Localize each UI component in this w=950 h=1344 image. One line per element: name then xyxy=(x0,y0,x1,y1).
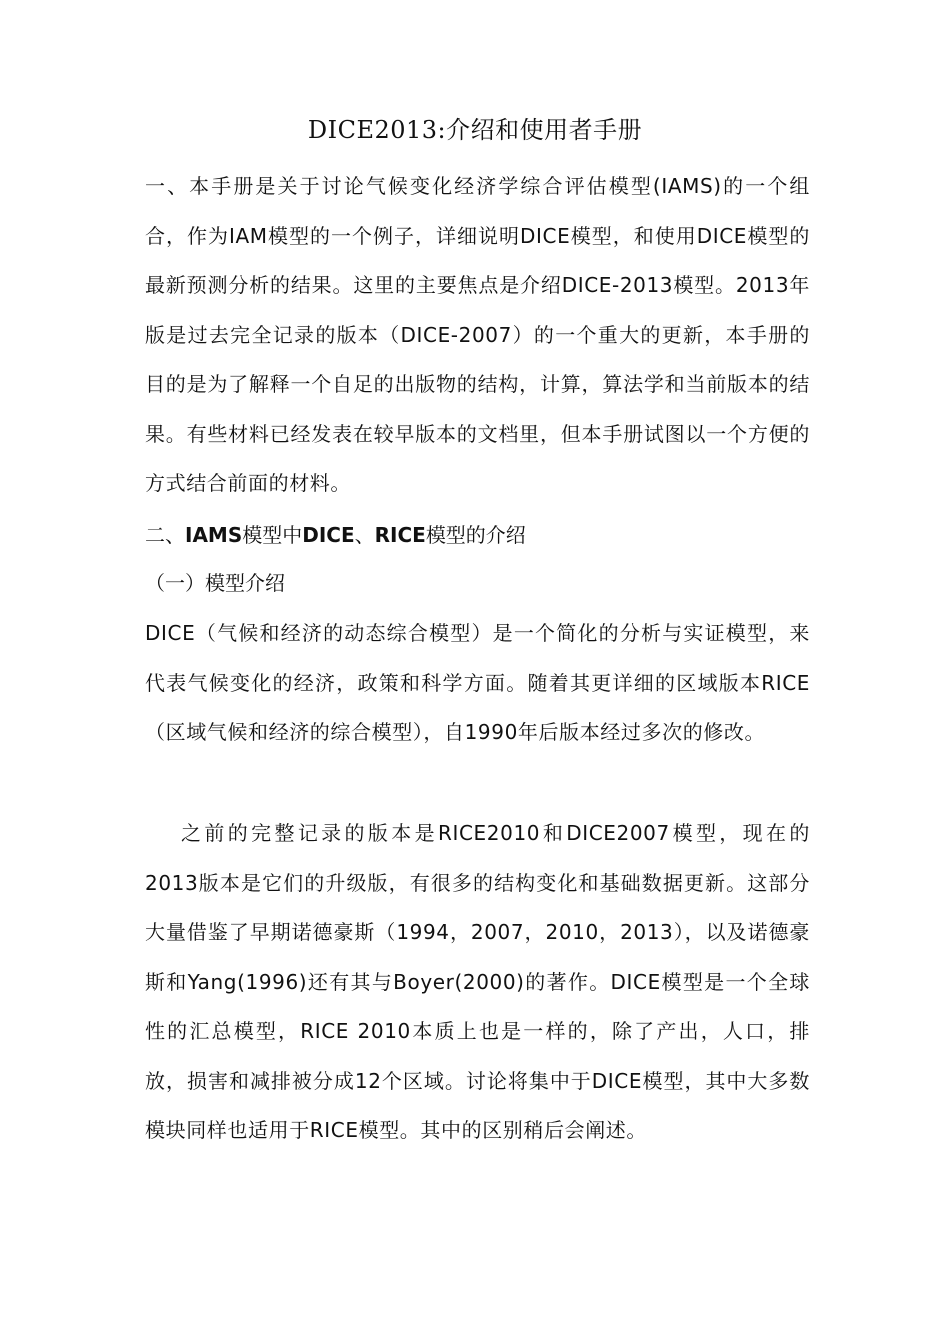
subsection1-heading: （一）模型介绍 xyxy=(145,571,285,595)
section2-heading xyxy=(145,511,810,561)
section2-heading-dice: DICE xyxy=(302,523,355,547)
section2-heading-prefix: 二、 xyxy=(145,523,185,547)
section2-heading-rice: RICE xyxy=(374,523,426,547)
model-history-paragraph: 之前的完整记录的版本是RICE2010和DICE2007模型，现在的2013版本是它们的升级版，有很多的结构变化和基础数据更新。这部分大量借鉴了早期诺德豪斯（1994，2007，2010，2013），以及诺德豪斯和Yang(1996)还有其与Boyer(2000)的著作。DICE模型是一个全球性的汇总模型，RICE 2010本质上也是一样的，除了产出，人口，排放，损害和减排被分成12个区域。讨论将集中于DICE模型，其中大多数模块同样也适用于RICE模型。其中的区别稍后会阐述。 xyxy=(145,821,810,1142)
section2-heading-iams: IAMS xyxy=(185,523,243,547)
section2-heading-suffix: 模型的介绍 xyxy=(425,523,526,547)
section2-heading-mid: 模型中 xyxy=(242,523,303,547)
model-intro-paragraph: DICE（气候和经济的动态综合模型）是一个简化的分析与实证模型，来代表气候变化的经济，政策和科学方面。随着其更详细的区域版本RICE（区域气候和经济的综合模型），自1990年后版本经过多次的修改。 xyxy=(145,621,810,744)
section1-paragraph: 一、本手册是关于讨论气候变化经济学综合评估模型(IAMS)的一个组合，作为IAM模型的一个例子，详细说明DICE模型，和使用DICE模型的最新预测分析的结果。这里的主要焦点是介绍DICE-2013模型。2013年版是过去完全记录的版本（DICE-2007）的一个重大的更新，本手册的目的是为了解释一个自足的出版物的结构，计算，算法学和当前版本的结果。有些材料已经发表在较早版本的文档里，但本手册试图以一个方便的方式结合前面的材料。 xyxy=(145,174,810,495)
section2-heading-sep: 、 xyxy=(354,523,375,547)
document-title: DICE2013:介绍和使用者手册 xyxy=(307,116,643,144)
